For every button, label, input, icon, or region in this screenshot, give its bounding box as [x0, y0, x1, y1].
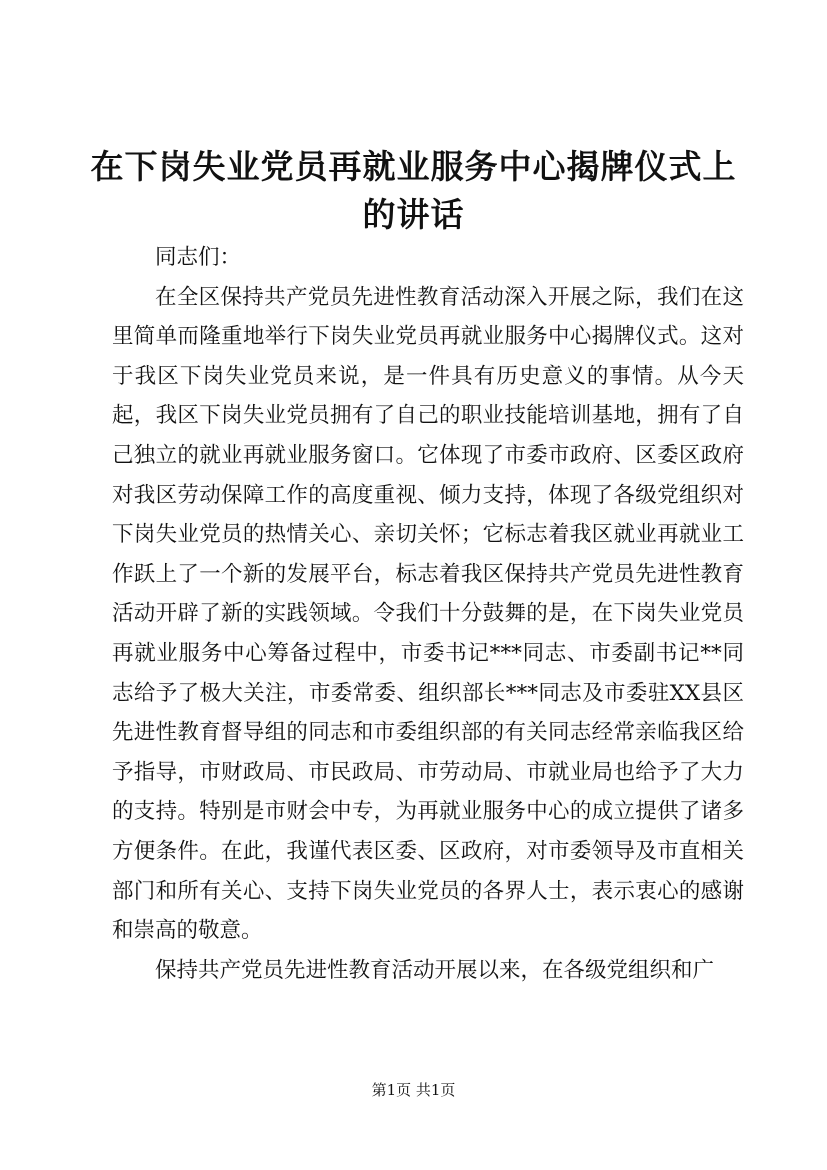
salutation: 同志们：: [155, 245, 242, 270]
document-body: [112, 238, 744, 990]
document-title: 在下岗失业党员再就业服务中心揭牌仪式上的讲话: [90, 147, 737, 234]
page-footer: 第1页 共1页: [371, 1081, 456, 1099]
paragraph-2: 保持共产党员先进性教育活动开展以来，在各级党组织和广: [155, 957, 715, 983]
paragraph-1: 在全区保持共产党员先进性教育活动深入开展之际，我们在这里简单而隆重地举行下岗失业党员再就业服务中心揭牌仪式。这对于我区下岗失业党员来说，是一件具有历史意义的事情。从今天起，我区下岗失业党员拥有了自己的职业技能培训基地，拥有了自己独立的就业再就业服务窗口。它体现了市委市政府、区委区政府对我区劳动保障工作的高度重视、倾力支持，体现了各级党组织对下岗失业党员的热情关心、亲切关怀；它标志着我区就业再就业工作跃上了一个新的发展平台，标志着我区保持共产党员先进性教育活动开辟了新的实践领域。令我们十分鼓舞的是，在下岗失业党员再就业服务中心筹备过程中，市委书记***同志、市委副书记**同志给予了极大关注，市委常委、组织部长***同志及市委驻XX县区先进性教育督导组的同志和市委组织部的有关同志经常亲临我区给予指导，市财政局、市民政局、市劳动局、市就业局也给予了大力的支持。特别是市财会中专，为再就业服务中心的成立提供了诸多方便条件。在此，我谨代表区委、区政府，对市委领导及市直相关部门和所有关心、支持下岗失业党员的各界人士，表示衷心的感谢和崇高的敬意。: [112, 284, 744, 944]
